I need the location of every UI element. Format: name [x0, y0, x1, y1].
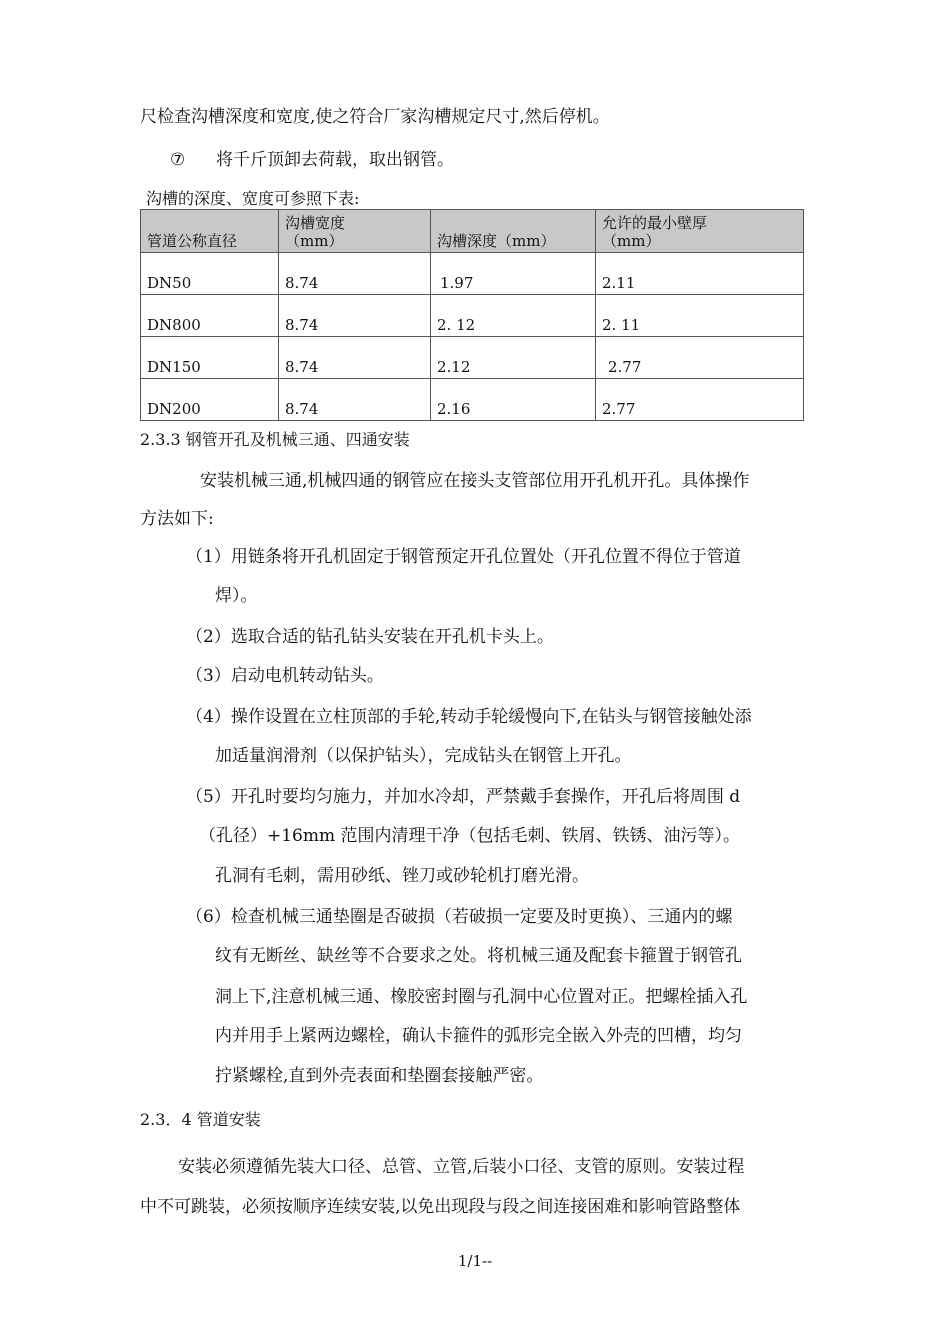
page-number: 1/1--: [457, 1252, 493, 1270]
list-item: （5）开孔时要均匀施力，并加水冷却，严禁戴手套操作，开孔后将周围 d: [186, 787, 741, 807]
list-item: （6）检查机械三通垫圈是否破损（若破损一定要及时更换）、三通内的螺: [186, 907, 733, 927]
list-item: （1）用链条将开孔机固定于钢管预定开孔位置处（开孔位置不得位于管道: [186, 547, 741, 567]
table-cell: 2.11: [596, 253, 804, 295]
list-item: （2）选取合适的钻孔钻头安装在开孔机卡头上。: [186, 627, 554, 647]
table-row: [141, 379, 804, 421]
text-line: 焊）。: [215, 586, 258, 606]
table-cell: 2. 11: [596, 295, 804, 337]
table-cell: DN800: [141, 295, 279, 337]
header-cell: 允许的最小壁厚 （mm）: [596, 210, 804, 253]
table-cell: DN150: [141, 337, 279, 379]
table-cell: DN50: [141, 253, 279, 295]
text-line: 将千斤顶卸去荷载，取出钢管。: [216, 150, 454, 170]
section-heading: 2.3．4 管道安装: [140, 1110, 261, 1129]
text-line: 拧紧螺栓,直到外壳表面和垫圈套接触严密。: [215, 1066, 544, 1086]
table-cell: 1.97: [431, 253, 596, 295]
text-line: 安装必须遵循先装大口径、总管、立管,后装小口径、支管的原则。安装过程: [178, 1157, 745, 1177]
table-cell: DN200: [141, 379, 279, 421]
text-line: 内并用手上紧两边螺栓，确认卡箍件的弧形完全嵌入外壳的凹槽，均匀: [215, 1026, 742, 1046]
table-header-row: [141, 210, 804, 253]
table-cell: 2.12: [431, 337, 596, 379]
header-cell: 管道公称直径: [141, 210, 279, 253]
table-cell: 2.16: [431, 379, 596, 421]
section-heading: 2.3.3 钢管开孔及机械三通、四通安装: [140, 430, 410, 449]
text-line: 加适量润滑剂（以保护钻头），完成钻头在钢管上开孔。: [215, 746, 632, 766]
list-item: （3）启动电机转动钻头。: [186, 666, 384, 686]
text-line: 方法如下:: [140, 509, 214, 529]
table-cell: 8.74: [279, 337, 431, 379]
text-line: 尺检查沟槽深度和宽度,使之符合厂家沟槽规定尺寸,然后停机。: [140, 107, 610, 127]
text-line: 安装机械三通,机械四通的钢管应在接头支管部位用开孔机开孔。具体操作: [200, 471, 750, 491]
header-cell: 沟槽宽度 （mm）: [279, 210, 431, 253]
step-marker: ⑦: [170, 150, 186, 170]
table-cell: 8.74: [279, 379, 431, 421]
groove-dimensions-table: [140, 209, 804, 421]
list-item: （4）操作设置在立柱顶部的手轮,转动手轮缓慢向下,在钻头与钢管接触处添: [186, 707, 752, 727]
table-row: [141, 337, 804, 379]
table-caption: 沟槽的深度、宽度可参照下表:: [146, 189, 360, 208]
text-line: 孔洞有毛刺，需用砂纸、锉刀或砂轮机打磨光滑。: [215, 866, 589, 886]
table-row: [141, 295, 804, 337]
table-cell: 2.77: [596, 379, 804, 421]
text-line: 洞上下,注意机械三通、橡胶密封圈与孔洞中心位置对正。把螺栓插入孔: [215, 987, 748, 1007]
table-cell: 8.74: [279, 253, 431, 295]
table-cell: 2.77: [596, 337, 804, 379]
table-cell: 2. 12: [431, 295, 596, 337]
text-line: 中不可跳装，必须按顺序连续安装,以免出现段与段之间连接困难和影响管路整体: [140, 1197, 741, 1217]
header-cell: 沟槽深度（mm）: [431, 210, 596, 253]
table-cell: 8.74: [279, 295, 431, 337]
text-line: 纹有无断丝、缺丝等不合要求之处。将机械三通及配套卡箍置于钢管孔: [215, 946, 742, 966]
table-row: [141, 253, 804, 295]
text-line: （孔径）+16mm 范围内清理干净（包括毛刺、铁屑、铁锈、油污等）。: [199, 826, 741, 846]
